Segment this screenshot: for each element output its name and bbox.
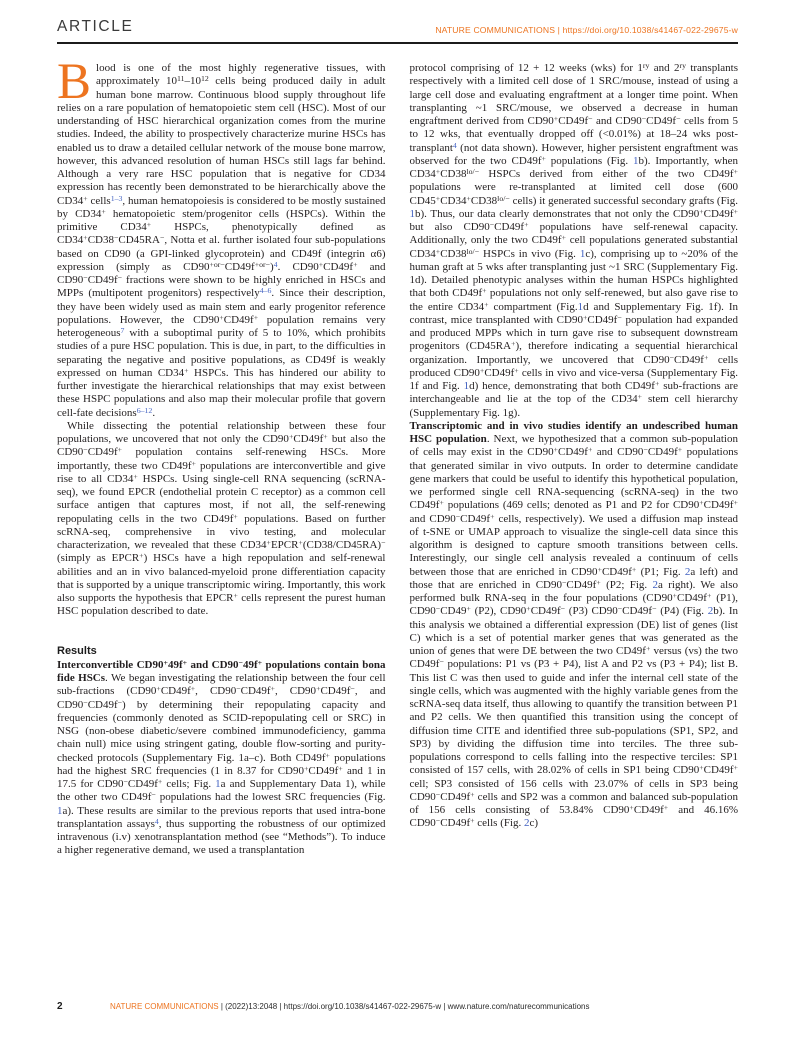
text-run: (P3) CD90 (565, 605, 618, 618)
text-run: CD49f (224, 260, 255, 273)
text-run: c), comprising up to ~20% of the human graft at 5 wks after transplanting just ~1 SRC (Supplementary Fig. 1d). Detailed phenotypic analyses within the human HSPCs highlighted that both CD49f (409, 247, 739, 300)
text-run: + (117, 445, 123, 455)
text-run: + (466, 604, 471, 614)
text-run: EPCR (270, 539, 299, 551)
text-run: and 1 in 17.5 for CD90 (57, 764, 386, 790)
text-run: − (641, 114, 647, 124)
text-run: + (83, 233, 88, 243)
text-run: , CD90 (195, 685, 237, 698)
text-run: sub-fractions are interchangeable and lie at the top of the CD34 (409, 380, 738, 406)
text-run: –10 (184, 75, 202, 88)
text-run: + (637, 392, 643, 402)
text-run: (P1; Fig. (636, 565, 685, 578)
reference-link[interactable]: 1 (409, 207, 415, 220)
text-run: CD49f (703, 207, 734, 220)
text-run: − (643, 445, 648, 455)
reference-link[interactable]: 1 (579, 247, 586, 260)
text-run: + (298, 538, 303, 548)
text-run: + (631, 564, 637, 574)
text-run: 11 (177, 74, 185, 84)
text-run: CD49f (674, 353, 704, 366)
text-run: d and Supplementary Fig. 1f). In contrast, mice transplanted with CD90 (409, 300, 738, 326)
text-run: lo/− (466, 246, 480, 256)
text-run: +or− (254, 259, 270, 269)
text-run: cells produced CD90 (409, 353, 738, 379)
text-run: but also the CD90 (57, 433, 386, 459)
text-run: + (233, 591, 238, 601)
results-paragraph-1 (57, 659, 386, 858)
column-right (410, 62, 739, 858)
text-run: populations (Fig. (545, 154, 634, 167)
text-run: + (184, 365, 189, 375)
footer-citation-links[interactable]: | (2022)13:2048 | https://doi.org/10.1038/s41467-022-29675-w | www.nature.com/naturecommunications (218, 1002, 590, 1011)
text-run: 49f (243, 658, 258, 671)
text-run: population remains very heterogeneous (57, 313, 386, 339)
text-run: CD38 (87, 234, 114, 247)
text-run: populations (469 cells; denoted as P1 and P2 for CD90 (443, 499, 700, 512)
text-run: (not data shown). However, higher persistent engraftment was observed for the two CD49f (409, 141, 738, 167)
text-run: + (101, 206, 106, 216)
text-run: − (151, 790, 156, 800)
text-run: + (733, 498, 738, 508)
text-run: (P1), CD90 (409, 592, 738, 618)
text-run: − (588, 114, 593, 124)
text-run: compartment (Fig. (488, 300, 578, 313)
text-run: ) by determining their repopulating capacity and frequencies (commonly denoted as SCID-repopulating cell or SRC) in NSG (non-obese diabetic/severe combined immunodeficiency, gamma chain null) mice using stringent gating, double flow-sorting and purity-checked protocols (Supplementary Fig. 1a–c). Both CD49f (57, 698, 386, 764)
text-run: + (645, 644, 651, 654)
text-run: − (83, 445, 88, 455)
text-run: CD49f (557, 446, 588, 459)
reference-link[interactable]: 1 (57, 804, 63, 817)
text-run: CD45RA (118, 234, 160, 247)
text-run: CD49f (646, 115, 677, 127)
text-run: + (133, 471, 138, 481)
text-run: + (733, 167, 738, 177)
text-run: b). In this analysis we obtained a differential expression (DE) list of genes (list C) which is a set of potential marker genes that was generated as the union of genes that were DE between the two CD49f (409, 605, 738, 657)
reference-link[interactable]: 4–6 (259, 286, 272, 296)
text-run: + (561, 233, 566, 243)
text-run: − (617, 604, 623, 614)
text-run: + (511, 339, 516, 349)
intro-paragraph-1 (57, 54, 386, 420)
text-run: + (466, 193, 471, 203)
text-run: cells) it generated successful secondary grafts (Fig. (509, 194, 738, 207)
text-run: CD49f (127, 778, 158, 790)
text-run: populations had the highest SRC frequencies (1 in 8.37 for CD90 (57, 751, 386, 777)
text-run: and CD90 (592, 446, 644, 459)
article-body (57, 54, 739, 858)
text-run: a right). We also performed bulk RNA-seq in the four populations (CD90 (409, 578, 738, 604)
text-run: + (435, 246, 441, 256)
journal-doi-link[interactable]: NATURE COMMUNICATIONS | https://doi.org/10.1038/s41467-022-29675-w (435, 25, 738, 35)
text-run: 12 (201, 74, 209, 84)
text-run: lo/− (466, 167, 480, 177)
text-run: CD49f (323, 260, 354, 273)
text-run: CD49f (677, 592, 707, 604)
text-run: ) (270, 260, 274, 273)
text-run: HSPCs derived from either of the two CD49f (479, 168, 734, 180)
text-run: + (325, 750, 330, 760)
text-run: CD49 (440, 605, 467, 618)
text-run: populations that generated similar in vivo outputs. In order to determine candidate gene markers that could be useful to identify this hypothetical population, we performed single cell RNA-sequencing (scRNA-seq) in the two CD49f (409, 446, 738, 512)
text-run: + (553, 445, 558, 455)
text-run: + (699, 763, 704, 773)
text-run: CD49f (87, 274, 118, 286)
text-run: protocol comprising of 12 + 12 weeks (wks) for 1 (409, 62, 643, 74)
text-run: cells (Fig. (474, 817, 525, 830)
text-run: + (677, 445, 683, 455)
text-run: cell populations generated substantial CD34 (409, 234, 738, 260)
text-run: a and Supplementary Data 1), while the other two CD49f (57, 778, 386, 804)
text-run: − (617, 312, 622, 322)
text-run: + (156, 684, 161, 694)
text-run: . Since their description, they have been widely used as main stem and early progenitor reference populations. However, the CD90 (57, 287, 386, 326)
text-run: − (83, 273, 88, 283)
text-run: ry (679, 61, 686, 71)
footer-journal-name[interactable]: NATURE COMMUNICATIONS (110, 1002, 219, 1011)
text-run: + (146, 220, 152, 230)
text-run: , CD90 (275, 685, 317, 698)
continuation-paragraph (410, 62, 739, 420)
text-run: − (676, 114, 681, 124)
text-run: + (353, 259, 358, 269)
text-run: (P2), CD90 (470, 605, 527, 618)
text-run: cells and SP2 was a common and balanced sub-population of 156 cells consisting of 53.84% CD90 (409, 790, 738, 816)
dropcap-letter: B (57, 54, 92, 110)
text-run: + (514, 365, 519, 375)
text-run: CD49f (494, 221, 525, 233)
text-run: CD49f (703, 764, 734, 777)
text-run: + (182, 657, 188, 667)
text-run: lo/− (497, 193, 510, 203)
text-run: CD38 (440, 247, 467, 260)
text-run: CD38 (470, 194, 498, 207)
text-run: HSPCs. This has hindered our ability to further investigate the hierarchical relationships that may exist between these HSPC populations and also map their molecular profile that govern cell-fate decisions (57, 366, 386, 419)
text-run: HSPCs, phenotypically defined as CD34 (57, 221, 386, 247)
reference-link[interactable]: 2 (524, 817, 530, 830)
text-run: (simply as EPCR (57, 552, 140, 565)
text-run: + (163, 657, 168, 667)
reference-link[interactable]: 7 (120, 326, 125, 336)
text-run: HSPCs in vivo (Fig. (479, 247, 580, 260)
text-run: + (629, 803, 634, 813)
page-number: 2 (57, 1001, 63, 1012)
text-run: + (733, 763, 738, 773)
text-run: + (663, 803, 669, 813)
text-run: CD49f (530, 605, 561, 618)
reference-link[interactable]: 6–12 (136, 405, 153, 415)
text-run: cells represent the purest human HSC population described to date. (57, 592, 386, 618)
text-run: + (672, 591, 677, 601)
text-run: − (236, 684, 241, 694)
text-run: − (435, 816, 441, 826)
intro-paragraph-1-text (57, 54, 386, 419)
text-run: + (304, 763, 309, 773)
text-run: − (350, 684, 355, 694)
reference-link[interactable]: 1 (577, 300, 584, 313)
text-run: cell; SP3 consisted of 156 cells with 23.07% of cells in SP3 being CD90 (409, 777, 738, 803)
text-run: CD49f (558, 115, 589, 127)
text-run: + (470, 789, 475, 799)
text-run: . CD90 (277, 260, 319, 273)
text-run: population had expanded and produced MPPs which in turn gave rise to subsequent downstream progenitors (CD45RA (409, 313, 738, 353)
text-run: + (470, 816, 475, 826)
text-run: + (482, 286, 487, 296)
text-run: CD49f (622, 605, 653, 618)
reference-link[interactable]: 2 (652, 578, 659, 591)
text-run: + (318, 259, 324, 269)
text-run: with a suboptimal purity of 5 to 10%, which prohibits studies of a pure HSC population. This is due, in part, to the difficulties in separating the negative and positive populations, as CD49f is weakly expressed on human CD34 (57, 327, 386, 379)
text-run: cells from 5 to 12 wks, that eventually dropped off (<0.01%) at 18–24 wks post-transplant (409, 115, 738, 154)
text-run: CD49f (460, 512, 491, 525)
page-footer (57, 1001, 738, 1012)
text-run: ) HSCs have a high repopulation and self-renewal abilities and an in vivo balanced-myeloid prone differentiation capacity that is supported by a unique transcriptomic wiring. Importantly, this work also supports the hypothesis that EPCR (57, 552, 386, 604)
text-run: + (270, 684, 275, 694)
text-run: + (524, 220, 529, 230)
text-run: + (191, 458, 196, 468)
text-run: CD49f (633, 804, 664, 816)
text-run: + (479, 365, 485, 375)
text-run: , and CD90 (57, 685, 386, 711)
text-run: − (83, 697, 88, 707)
text-run: CD49f (308, 764, 339, 777)
text-run: − (113, 233, 119, 243)
text-run: − (123, 777, 128, 787)
text-run: + (435, 167, 441, 177)
text-run: + (699, 498, 704, 508)
text-run: cells in vivo and vice-versa (Supplementary Fig. 1f and Fig. (409, 366, 738, 392)
text-run: + (596, 577, 601, 587)
footer-citation (110, 1002, 590, 1011)
text-run: a). These results are similar to the previous reports that used intra-bone transplantation assays (57, 804, 386, 830)
text-run: + (699, 206, 704, 216)
text-run: + (266, 538, 271, 548)
text-run: CD49f (87, 698, 118, 711)
text-run: − (435, 604, 441, 614)
text-run: − (562, 577, 567, 587)
reference-link[interactable]: 4 (273, 259, 278, 269)
text-run: CD49f (87, 446, 118, 459)
text-run: population contains self-renewing HSCs. More importantly, these two CD49f (57, 446, 386, 472)
text-run: and CD90 (592, 115, 642, 127)
text-run: and CD90 (57, 260, 386, 286)
text-run: − (669, 352, 675, 362)
reference-link[interactable]: 1 (463, 380, 470, 392)
text-run: populations: P1 vs (P3 + P4), list A and P2 vs (P3 + P4); list B. This list C was then used to guide and infer the internal cell state of the single cells, which was augmented with the highly variable genes from the scRNA-seq data itself, thus allowing to quantify the transition between P1 and P2 cells. We then quantified this transition using the concept of diffusion time CITE and identified three sub-populations (SP1, SP2, and SP3) by dividing the diffusion time into terciles. The three sub-populations correspond to cells falling into the respective terciles: SP1 consisted of 157 cells, with 28.02% of cells in SP1 being CD90 (409, 658, 738, 777)
text-run: + (139, 551, 144, 561)
text-run: b). Importantly, when CD34 (409, 154, 739, 180)
text-run: + (706, 591, 712, 601)
text-run: hematopoietic stem/progenitor cells (HSPCs). Within the primitive CD34 (57, 207, 386, 233)
text-run: versus (vs) the two CD49f (409, 645, 738, 671)
text-run: cells, respectively). We used a diffusion map instead of t-SNE or UMAP approach to visualize the single-cell data since this algorithm is designed to capture smooth transitions between cells. Interestingly, our single cell analysis revealed a continuum of cells between those that are enriched in CD90 (409, 512, 739, 578)
text-run: CD49f (223, 313, 254, 326)
text-run: a left) and those that are enriched in CD90 (409, 565, 738, 591)
reference-link[interactable]: 1 (633, 154, 639, 167)
article-type-label: ARTICLE (57, 18, 134, 35)
text-run: populations had the lowest SRC frequencies (Fig. (155, 791, 386, 804)
text-run: CD49f (440, 790, 471, 803)
text-run: + (587, 445, 593, 455)
text-run: − (117, 697, 123, 707)
text-run: − (652, 604, 657, 614)
text-run: (CD38/CD45RA) (302, 539, 382, 551)
text-run: . (152, 406, 156, 419)
text-run: , Notta et al. further isolated four sub-populations based on CD90 (a GPI-linked glycoprotein) and CD49f (integrin α6) expression (simply as CD90 (57, 234, 386, 273)
text-run: lood is one of the most highly regenerative tissues, with approximately 10 (96, 62, 386, 88)
text-run: populations are interconvertible and give rise to all CD34 (57, 459, 386, 485)
text-run: and CD90 (409, 512, 456, 525)
text-run: + (219, 312, 224, 322)
text-run: + (338, 763, 343, 773)
text-run: fractions were shown to be highly enriched in HSCs and MPPs (multipotent progenitors) respectively (57, 274, 386, 300)
text-run: − (439, 657, 444, 667)
text-run: populations. Based on further scRNA-seq, comprehensive in vivo testing, and molecular characterization, we revealed that these CD34 (57, 512, 386, 551)
text-run: CD34 (440, 194, 467, 207)
text-run: + (703, 352, 709, 362)
text-run: d) hence, demonstrating that both CD49f (469, 380, 655, 392)
text-run: HSPCs. Using single-cell RNA sequencing (scRNA-seq), we found EPCR (endothelial protein C receptor) as a common cell surface antigen that captures most, if not all, the self-renewing repopulating cells in the two CD49f (57, 472, 386, 525)
text-run: Interconvertible CD90 (57, 658, 164, 671)
column-left (57, 54, 386, 858)
text-run: + (257, 657, 263, 667)
text-run: +or− (209, 259, 225, 269)
text-run: + (553, 114, 559, 124)
text-run: . Next, we hypothesized that a common sub-population of cells may exist in the CD90 (409, 433, 738, 459)
reference-link[interactable]: 4 (452, 140, 457, 150)
text-run: transplants respectively with a limited cell dose of 1 SRC/mouse, instead of using a large cell dose and evaluating engraftment at a longer time point. When transplanting ~1 SRC/mouse, we observed a decrease in human engraftment derived from CD90 (409, 62, 738, 127)
text-run: 49f (167, 658, 183, 671)
text-run: ), therefore indicating a sequential hierarchical organization. Importantly, we uncovered that CD90 (409, 340, 739, 366)
text-run: populations have self-renewal capacity. Additionally, only the two CD49f (409, 221, 738, 247)
text-run: CD49f (647, 446, 678, 459)
text-run: + (323, 432, 328, 442)
text-run: c) (529, 817, 539, 830)
text-run: + (439, 498, 444, 508)
text-run: + (541, 153, 546, 163)
page-header (57, 18, 738, 44)
text-run: b). Thus, our data clearly demonstrates that not only the CD90 (415, 207, 700, 220)
text-run: + (83, 193, 88, 203)
text-run: − (159, 233, 165, 243)
text-run: − (435, 789, 441, 799)
text-run: + (733, 206, 738, 216)
text-run: populations contain bona fide HSCs (57, 658, 386, 684)
text-run: ry (642, 61, 650, 71)
reference-link[interactable]: 1 (215, 778, 221, 790)
text-run: and CD90 (187, 658, 239, 671)
text-run: − (238, 657, 243, 667)
intro-paragraph-2 (57, 420, 386, 619)
text-run: populations not only self-renewed, but also gave rise to the entire CD34 (409, 287, 738, 313)
text-run: Transcriptomic and in vivo studies identify an undescribed human HSC population (409, 419, 738, 445)
text-run: CD49f (160, 685, 191, 698)
text-run: + (316, 684, 321, 694)
reference-link[interactable]: 2 (684, 565, 691, 578)
transcriptomic-section-paragraph (410, 420, 739, 831)
text-run: − (381, 538, 386, 548)
text-run: + (190, 684, 196, 694)
text-run: populations were re-transplanted at limited cell dose (600 CD45 (409, 181, 738, 207)
text-run: + (157, 777, 163, 787)
text-run: CD49f (587, 313, 618, 326)
text-run: cells (87, 194, 111, 207)
text-run: CD49f (320, 685, 351, 698)
text-run: − (489, 220, 495, 230)
text-run: − (560, 604, 566, 614)
text-run: and 2 (649, 62, 680, 74)
text-run: CD49f (566, 578, 597, 591)
text-run: CD49f (601, 565, 632, 578)
text-run: and 46.16% CD90 (409, 804, 739, 830)
text-run: + (490, 511, 495, 521)
text-run: + (526, 604, 531, 614)
text-run: + (597, 564, 602, 574)
text-run: + (288, 432, 294, 442)
text-run: (P4) (Fig. (656, 605, 708, 618)
reference-link[interactable]: 4 (154, 816, 159, 826)
text-run: + (435, 193, 441, 203)
reference-link[interactable]: 1–3 (110, 193, 123, 203)
text-run: − (117, 273, 123, 283)
text-run: but also CD90 (409, 221, 490, 233)
text-run: + (582, 312, 588, 322)
text-run: , thus supporting the robustness of our optimized intravenous (i.v) xenotransplantation method (see “Methods”). To induce a higher regenerative demand, we used a transplantation (57, 817, 386, 857)
text-run: CD49f (484, 366, 515, 379)
text-run: + (484, 299, 489, 309)
text-run: + (253, 312, 259, 322)
text-run: − (455, 511, 461, 521)
text-run: (P2; Fig. (600, 578, 653, 591)
text-run: stem cell hierarchy (Supplementary Fig. 1g). (409, 393, 738, 419)
results-section-heading: Results (57, 644, 97, 657)
text-run: + (233, 511, 238, 521)
text-run: CD49f (440, 817, 471, 830)
text-run: While dissecting the potential relationship between these four populations, we uncovered that not only the CD90 (57, 419, 386, 445)
text-run: , human hematopoiesis is considered to be mostly sustained by CD34 (57, 194, 386, 220)
text-run: cells being produced daily in adult human bone marrow. Continuous blood supply throughout life relies on a rare population of hematopoietic stem cell (HSC). Most of our understanding of HSC hierarchical organization comes from the murine studies. Indeed, the ability to prospectively characterize murine HSCs has enabled us to draw a detailed cellular network of the mouse bone marrow, however, this advanced resolution of human HSCs still lags far behind. Although a very rare HSC population that is negative for CD34 expression has recently been demonstrated to be hierarchically above the CD34 (57, 75, 386, 207)
text-run: cells; Fig. (162, 778, 216, 790)
text-run: + (654, 379, 660, 389)
text-run: . We began investigating the relationship between the four cell sub-fractions (CD90 (57, 672, 386, 698)
text-run: CD49f (293, 433, 324, 445)
reference-link[interactable]: 2 (707, 605, 714, 618)
text-run: CD38 (440, 168, 467, 180)
text-run: CD49f (240, 685, 271, 698)
text-run: CD49f (703, 499, 734, 512)
